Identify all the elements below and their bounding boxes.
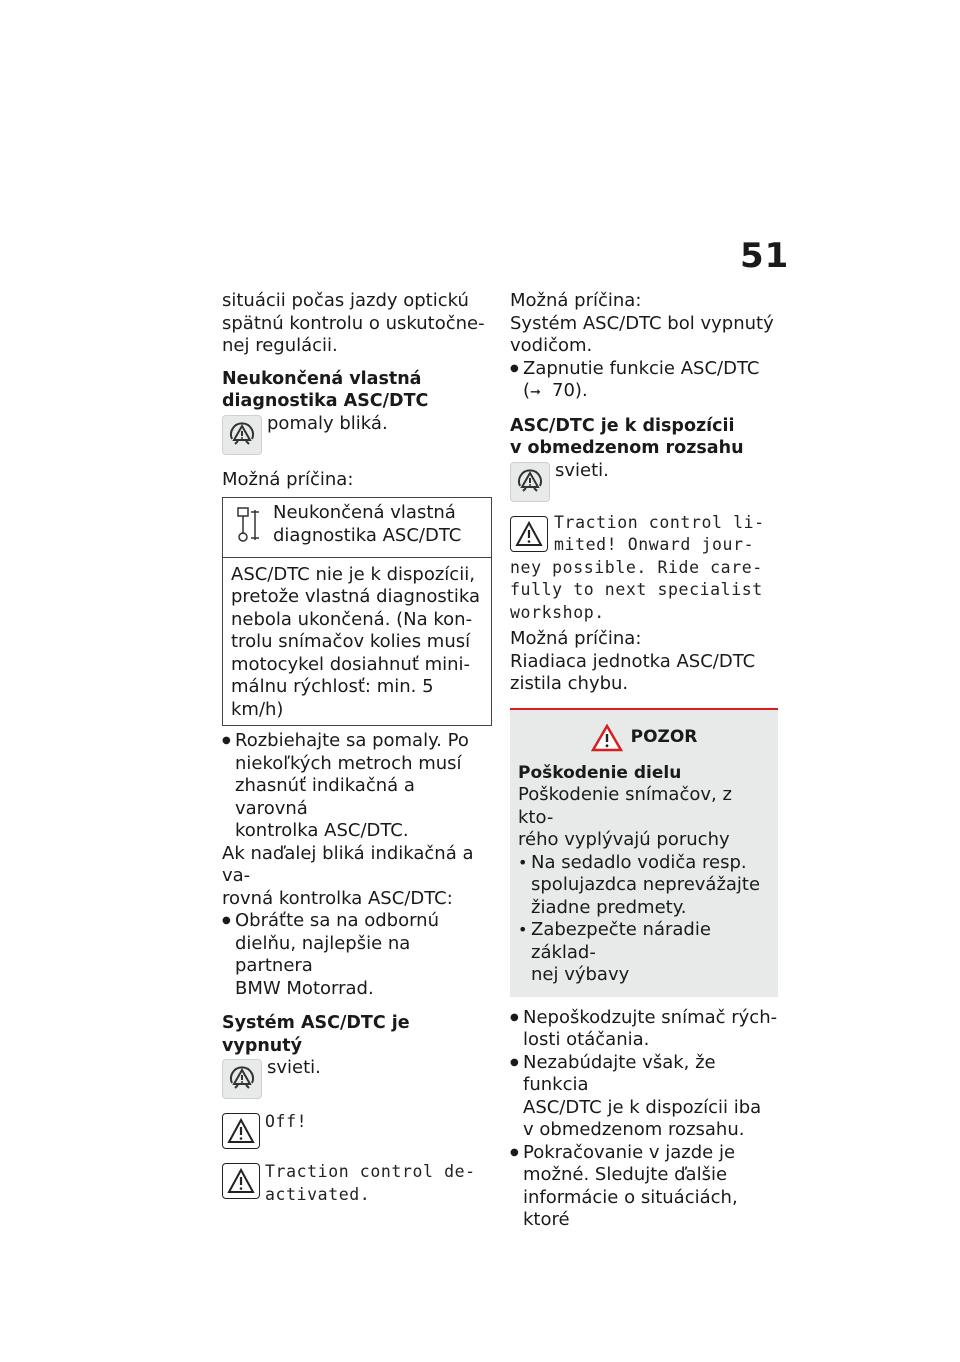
- heading-line: diagnostika ASC/DTC: [222, 391, 429, 411]
- list-item: [510, 1052, 778, 1142]
- header-line: Neukončená vlastná: [273, 502, 456, 523]
- line: informácie o situáciách, ktoré: [523, 1186, 738, 1230]
- section-heading-selfdiag: [222, 368, 492, 413]
- list-item: [222, 910, 492, 1000]
- intro-line: nej regulácii.: [222, 335, 338, 356]
- line: Poškodenie snímačov, z kto-: [518, 784, 732, 828]
- general-warning-icon: [222, 1113, 260, 1149]
- body-line: trolu snímačov kolies musí: [231, 631, 471, 652]
- line: možné. Sledujte ďalšie: [523, 1164, 728, 1185]
- intro-paragraph: [222, 290, 492, 358]
- indicator-text: pomaly bliká.: [267, 412, 388, 434]
- line: Traction control de-: [265, 1162, 476, 1181]
- right-column: [510, 290, 778, 1232]
- intro-line: spätnú kontrolu o uskutočne-: [222, 312, 485, 334]
- line: rovná kontrolka ASC/DTC:: [222, 887, 453, 909]
- line: Rozbiehajte sa pomaly. Po: [235, 730, 469, 751]
- followup-paragraph: [222, 843, 492, 911]
- list-item: [518, 852, 770, 920]
- line: v obmedzenom rozsahu.: [523, 1119, 745, 1140]
- list-item: [518, 919, 770, 987]
- body-line: pretože vlastná diagnostika: [231, 586, 480, 607]
- line: Traction control li-: [554, 512, 765, 532]
- line: Nezabúdajte však, že funkcia: [523, 1051, 716, 1095]
- list-item: ● Zapnutie funkcie ASC/DTC (➞ 70).: [510, 358, 778, 405]
- line: Riadiaca jednotka ASC/DTC: [510, 650, 756, 672]
- asc-dtc-lamp-icon: [222, 1059, 262, 1099]
- warning-heading: Poškodenie dielu: [518, 762, 682, 783]
- bullet-list: [222, 730, 492, 843]
- line: Zapnutie funkcie ASC/DTC: [523, 357, 760, 379]
- warning-header: [518, 724, 770, 752]
- line: fully to next specialist: [510, 580, 763, 599]
- line: dielňu, najlepšie na partnera: [235, 932, 411, 976]
- body-line: ASC/DTC nie je k dispozícii,: [231, 563, 475, 585]
- table-header-text: [273, 502, 461, 547]
- line: žiadne predmety.: [531, 896, 687, 918]
- line: spolujazdca neprevážajte: [531, 874, 761, 895]
- header-line: diagnostika ASC/DTC: [273, 524, 462, 546]
- warning-title: POZOR: [630, 727, 698, 748]
- line: vodičom.: [510, 335, 593, 356]
- display-block: [510, 512, 778, 625]
- line: zistila chybu.: [510, 673, 629, 694]
- bullet-list: [510, 1007, 778, 1232]
- line: nej výbavy: [531, 964, 630, 985]
- line: losti otáčania.: [523, 1029, 650, 1050]
- line: Nepoškodzujte snímač rých-: [523, 1006, 778, 1028]
- heading-line: ASC/DTC je k dispozícii: [510, 415, 735, 436]
- indicator-text: svieti.: [267, 1057, 321, 1078]
- bullet-list: [510, 358, 778, 405]
- line: Na sedadlo vodiča resp.: [531, 851, 747, 873]
- body-line: málnu rýchlosť: min. 5 km/h): [231, 676, 434, 720]
- table-body: [223, 558, 491, 726]
- line: BMW Motorrad.: [235, 977, 374, 999]
- line: zhasnúť indikačná a varovná: [235, 775, 415, 819]
- line: rého vyplývajú poruchy: [518, 829, 730, 850]
- line: activated.: [265, 1184, 371, 1204]
- cause-label: Možná príčina:: [510, 628, 642, 649]
- display-message: Off!: [265, 1112, 308, 1131]
- line: workshop.: [510, 602, 605, 622]
- line: Zabezpečte náradie základ-: [531, 919, 711, 963]
- line: mited! Onward jour-: [554, 535, 755, 554]
- warning-list: [518, 852, 770, 987]
- page-number: 51: [740, 236, 790, 276]
- display-message: [510, 512, 778, 625]
- left-column: [222, 290, 492, 1206]
- display-row: [222, 1161, 492, 1206]
- warning-box: [510, 708, 778, 997]
- table-header: [223, 498, 491, 558]
- line: ASC/DTC je k dispozícii iba: [523, 1096, 762, 1118]
- indicator-row: [222, 1057, 492, 1099]
- heading-line: Neukončená vlastná: [222, 368, 422, 389]
- indicator-row: [222, 413, 492, 455]
- cause-label: Možná príčina:: [510, 290, 642, 311]
- wheel-speed-sensor-icon: [229, 506, 263, 551]
- cause-label: Možná príčina:: [222, 468, 354, 490]
- warning-triangle-icon: [591, 724, 623, 752]
- heading-line: v obmedzenom rozsahu: [510, 438, 744, 458]
- general-warning-icon: [222, 1163, 260, 1199]
- line: ney possible. Ride care-: [510, 557, 763, 577]
- section-heading-limited: [510, 415, 778, 460]
- line: niekoľkých metroch musí: [235, 752, 462, 774]
- body-line: nebola ukončená. (Na kon-: [231, 608, 473, 630]
- display-message: [265, 1161, 476, 1206]
- page-reference: 70).: [552, 380, 588, 401]
- line: Pokračovanie v jazde je: [523, 1141, 736, 1163]
- indicator-row: [510, 460, 778, 502]
- asc-dtc-lamp-icon: [222, 415, 262, 455]
- line: Obráťte sa na odbornú: [235, 910, 440, 931]
- asc-dtc-lamp-icon: [510, 462, 550, 502]
- line: kontrolka ASC/DTC.: [235, 820, 409, 841]
- line: Ak naďalej bliká indikačná a va-: [222, 842, 474, 886]
- list-item: [222, 730, 492, 843]
- cause-paragraph: [510, 313, 778, 358]
- general-warning-icon: [510, 516, 548, 552]
- body-line: motocykel dosiahnuť mini-: [231, 653, 471, 675]
- line: Systém ASC/DTC bol vypnutý: [510, 312, 774, 334]
- cause-paragraph: [510, 651, 778, 696]
- warning-text: [518, 784, 770, 852]
- cross-reference-arrow-icon: ➞: [530, 385, 541, 400]
- list-item: [510, 1007, 778, 1052]
- indicator-text: svieti.: [555, 459, 609, 481]
- display-row: [222, 1111, 492, 1149]
- info-table: [222, 497, 492, 726]
- list-item: [510, 1142, 778, 1232]
- section-heading-disabled: Systém ASC/DTC je vypnutý: [222, 1013, 410, 1056]
- intro-line: situácii počas jazdy optickú: [222, 290, 469, 311]
- bullet-list: [222, 910, 492, 1000]
